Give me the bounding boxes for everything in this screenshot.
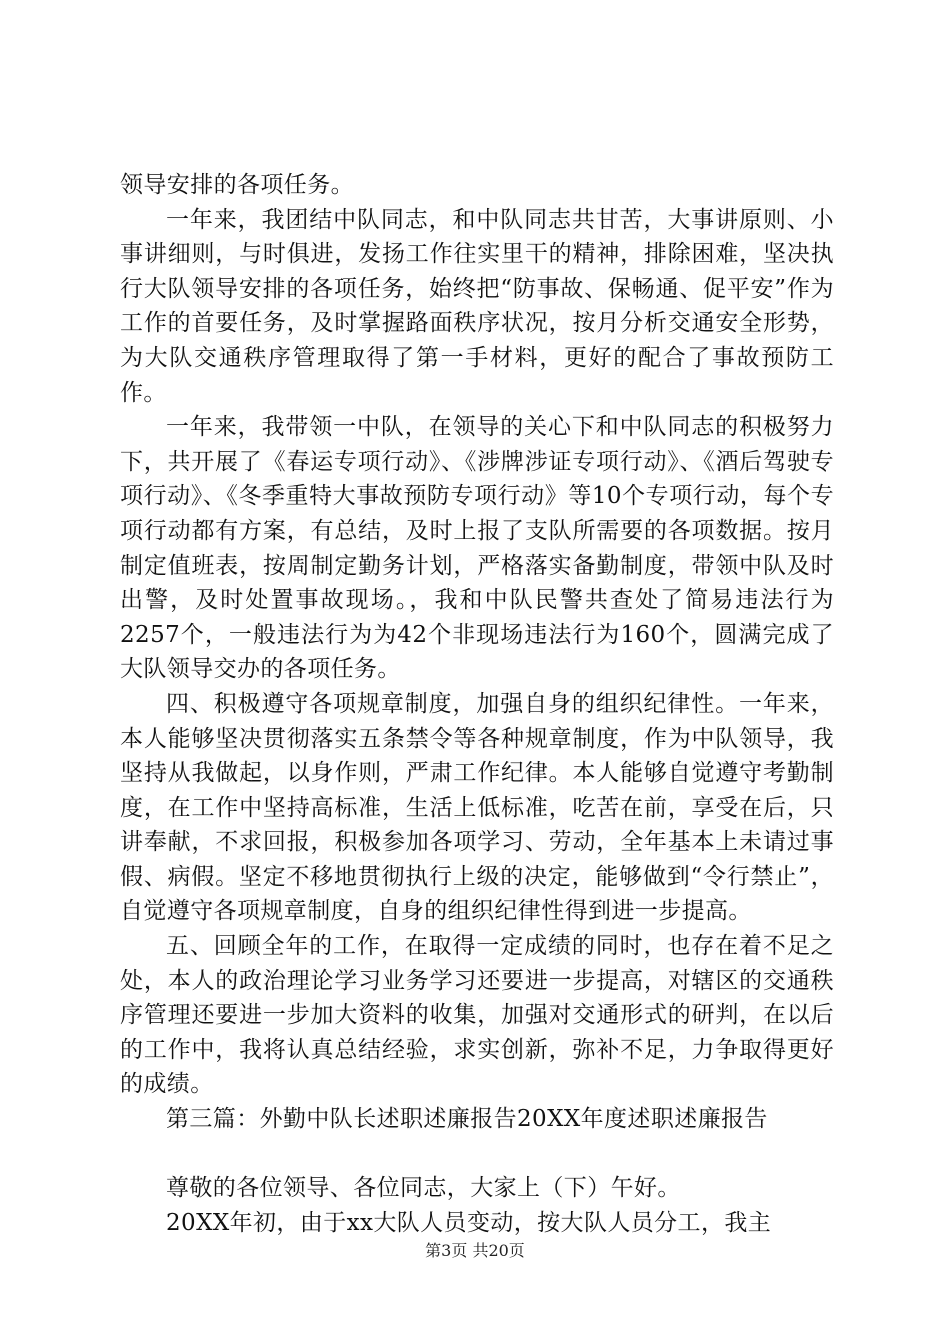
document-body <box>120 168 834 1240</box>
paragraph-special-actions: 一年来，我带领一中队，在领导的关心下和中队同志的积极努力下，共开展了《春运专项行动》、《涉牌涉证专项行动》、《酒后驾驶专项行动》、《冬季重特大事故预防专项行动》等10个专项行动，每个专项行动都有方案，有总结，及时上报了支队所需要的各项数据。按月制定值班表，按周制定勤务计划，严格落实备勤制度，带领中队及时出警，及时处置事故现场。，我和中队民警共查处了简易违法行为2257个，一般违法行为为42个非现场违法行为160个，圆满完成了大队领导交办的各项任务。 <box>120 414 834 683</box>
section-heading: 第三篇：外勤中队长述职述廉报告20XX年度述职述廉报告 <box>166 1106 768 1133</box>
page-number-footer: 第3页 共20页 <box>425 1241 525 1260</box>
paragraph-unity: 一年来，我团结中队同志，和中队同志共甘苦，大事讲原则、小事讲细则，与时俱进，发扬工作往实里干的精神，排除困难，坚决执行大队领导安排的各项任务，始终把“防事故、保畅通、促平安”作为工作的首要任务，及时掌握路面秩序状况，按月分析交通安全形势，为大队交通秩序管理取得了第一手材料，更好的配合了事故预防工作。 <box>120 206 834 406</box>
paragraph-intro: 20XX年初，由于xx大队人员变动，按大队人员分工，我主 <box>166 1209 772 1236</box>
greeting-paragraph: 尊敬的各位领导、各位同志，大家上（下）午好。 <box>166 1175 681 1202</box>
paragraph-review: 五、回顾全年的工作，在取得一定成绩的同时，也存在着不足之处，本人的政治理论学习业务学习还要进一步提高，对辖区的交通秩序管理还要进一步加大资料的收集，加强对交通形式的研判，在以后的工作中，我将认真总结经验，求实创新，弥补不足，力争取得更好的成绩。 <box>120 933 834 1098</box>
paragraph-discipline: 四、积极遵守各项规章制度，加强自身的组织纪律性。一年来，本人能够坚决贯彻落实五条禁令等各种规章制度，作为中队领导，我坚持从我做起，以身作则，严肃工作纪律。本人能够自觉遵守考勤制度，在工作中坚持高标准，生活上低标准，吃苦在前，享受在后，只讲奉献，不求回报，积极参加各项学习、劳动，全年基本上未请过事假、病假。坚定不移地贯彻执行上级的决定，能够做到“令行禁止”，自觉遵守各项规章制度，自身的组织纪律性得到进一步提高。 <box>120 690 834 925</box>
paragraph-continuation: 领导安排的各项任务。 <box>120 172 354 198</box>
